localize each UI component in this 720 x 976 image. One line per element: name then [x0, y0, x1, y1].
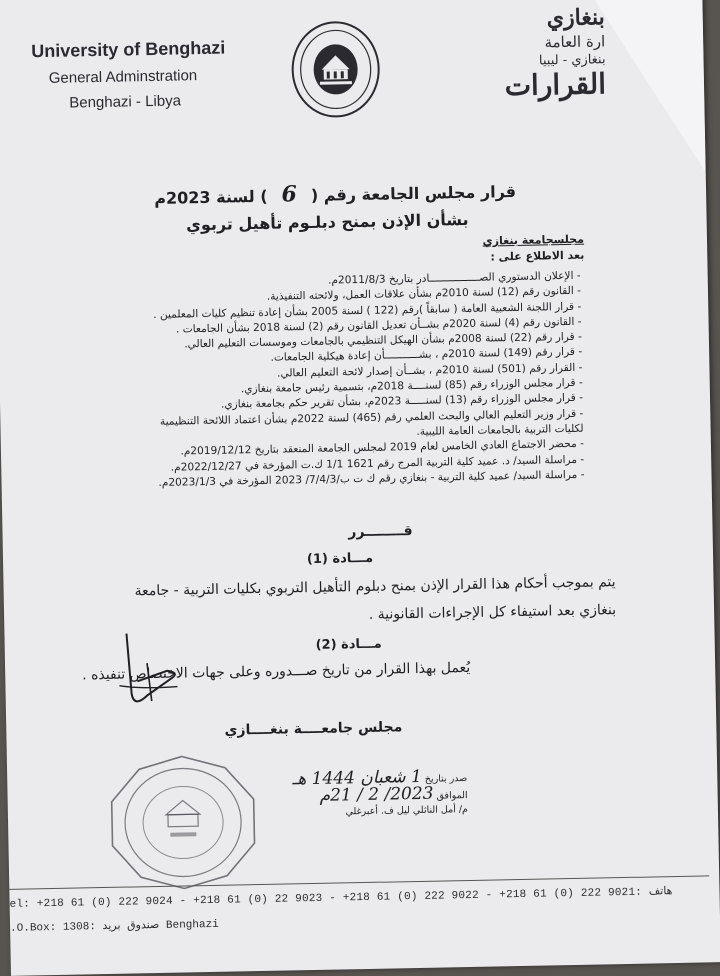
article-1-line-2: بنغازي بعد استيفاء كل الإجراءات القانونية .: [368, 602, 617, 623]
reference-item: - قرار وزير التعليم العالي والبحث العلمي رقم (465) لسنة 2022م بشأن اعتماد اللائحة التنظيمية: [113, 406, 583, 430]
references-list: [111, 269, 585, 492]
article-1-line-1: يتم بموجب أحكام هذا القرار الإذن بمنح دبلوم التأهيل التربوي بكليات التربية - جامعة: [134, 574, 616, 600]
reference-item: - قرار مجلس الوزراء رقم (85) لسنــــة 2018م، بتسمية رئيس جامعة بنغازي.: [113, 376, 583, 400]
university-seal-logo: [289, 19, 383, 125]
hijri-date-value: 1 شعبان 1444 هـ: [292, 766, 422, 790]
handwritten-signature: [116, 622, 198, 718]
signing-council: مجلس جامعــــة بنغــــازي: [224, 719, 403, 739]
after-review-label: بعد الاطلاع على :: [490, 248, 585, 264]
location: Benghazi - Libya: [69, 92, 182, 112]
hijri-date-label: صدر بتاريخ: [424, 773, 468, 785]
arabic-location: بنغازي - ليبيا: [538, 52, 606, 69]
reference-item: - محضر الاجتماع العادي الخامس لعام 2019 لمجلس الجامعة المنعقد بتاريخ 2019/12/12م.: [114, 437, 584, 461]
arabic-university-name: بنغازي: [546, 4, 605, 32]
arabic-administration: ارة العامة: [544, 32, 606, 52]
clerk-note: م/ أمل الناثلي ليل ف. أعبرغلي: [345, 804, 469, 818]
decision-subject: بشأن الإذن بمنح دبلـوم تأهيل تربوي: [186, 209, 469, 235]
administration-name: General Adminstration: [48, 67, 198, 87]
footer-po-box: .O.Box: 1308: صندوق بريد Benghazi: [9, 918, 219, 935]
university-name: University of Benghazi: [31, 37, 226, 62]
footer-phone-numbers: el: +218 61 (0) 222 9024 - +218 61 (0) 22 9023 - +218 61 (0) 222 9022 - +218 61 (0) 222 9021: هاتف: [9, 886, 673, 911]
decision-title-prefix: قرار مجلس الجامعة رقم (: [310, 181, 517, 205]
gregorian-date-label: الموافق: [436, 790, 468, 802]
reference-item: - مراسلة السيد/ عميد كلية التربية - بنغازي رقم ك ت ب/7/4/3/ 2023 المؤرخة في 2023/1/3م.: [114, 468, 584, 492]
decision-number: 6: [281, 181, 298, 208]
reference-item: - مراسلة السيد/ د. عميد كلية التربية المرج رقم 1621 1/1 ك.ت المؤرخة في 2022/12/27م.: [114, 452, 584, 476]
reference-item: - قرار رقم (149) لسنة 2010م ، بشـــــــــــأن إعادة هيكلية الجامعات.: [112, 345, 582, 369]
council-label: مجلسجامعة بنغازي: [482, 232, 585, 248]
decides-heading: قــــــــرر: [348, 523, 413, 541]
decision-title: [154, 177, 516, 210]
reference-item: - الإعلان الدستوري الصــــــــــــــــادر بتاريخ 2011/8/3م.: [111, 269, 581, 293]
reference-item: - قرار رقم (22) لسنة 2008م بشأن الهيكل التنظيمي بالجامعات وموسسات التعليم العالي.: [112, 330, 582, 354]
reference-item: - قرار مجلس الوزراء رقم (13) لسنـــــة 2023م، بشأن تقرير حكم بجامعة بنغازي.: [113, 391, 583, 415]
letterhead-english: [31, 38, 226, 113]
reference-item-continuation: لكليات التربية بالجامعات العامة الليبية.: [416, 422, 584, 438]
official-stamp: [107, 751, 260, 898]
reference-item: - القرار رقم (501) لسنة 2010م ، بشــأن إصدار لائحة التعليم العالي.: [112, 361, 582, 385]
reference-item: - قرار اللجنة الشعبية العامة ( سابقاً )رقم (122 ) لسنة 2005 بشأن إعادة تنظيم كليات المعلمين .: [111, 299, 581, 323]
article-1-heading: مـــادة (1): [306, 550, 374, 568]
reference-item: - القانون رقم (12) لسنة 2010م بشأن علاقات العمل، ولائحته التنفيذية.: [111, 284, 581, 308]
article-2-heading: مـــادة (2): [315, 636, 382, 653]
arabic-decisions-heading: القرارات: [504, 67, 607, 103]
article-2-line-1: يُعمل بهذا القرار من تاريخ صـــدوره وعلى جهات الاختصاص تنفيذه .: [82, 659, 471, 684]
decision-title-suffix: ) لسنة 2023م: [154, 186, 268, 208]
letterhead-arabic: [503, 4, 606, 102]
issue-date-block: [292, 766, 469, 820]
reference-item: - القانون رقم (4) لسنة 2020م بشــأن تعديل القانون رقم (2) لسنة 2018 بشأن الجامعات .: [112, 315, 582, 339]
gregorian-date-value: 2023/ 2 / 21م: [319, 783, 434, 806]
